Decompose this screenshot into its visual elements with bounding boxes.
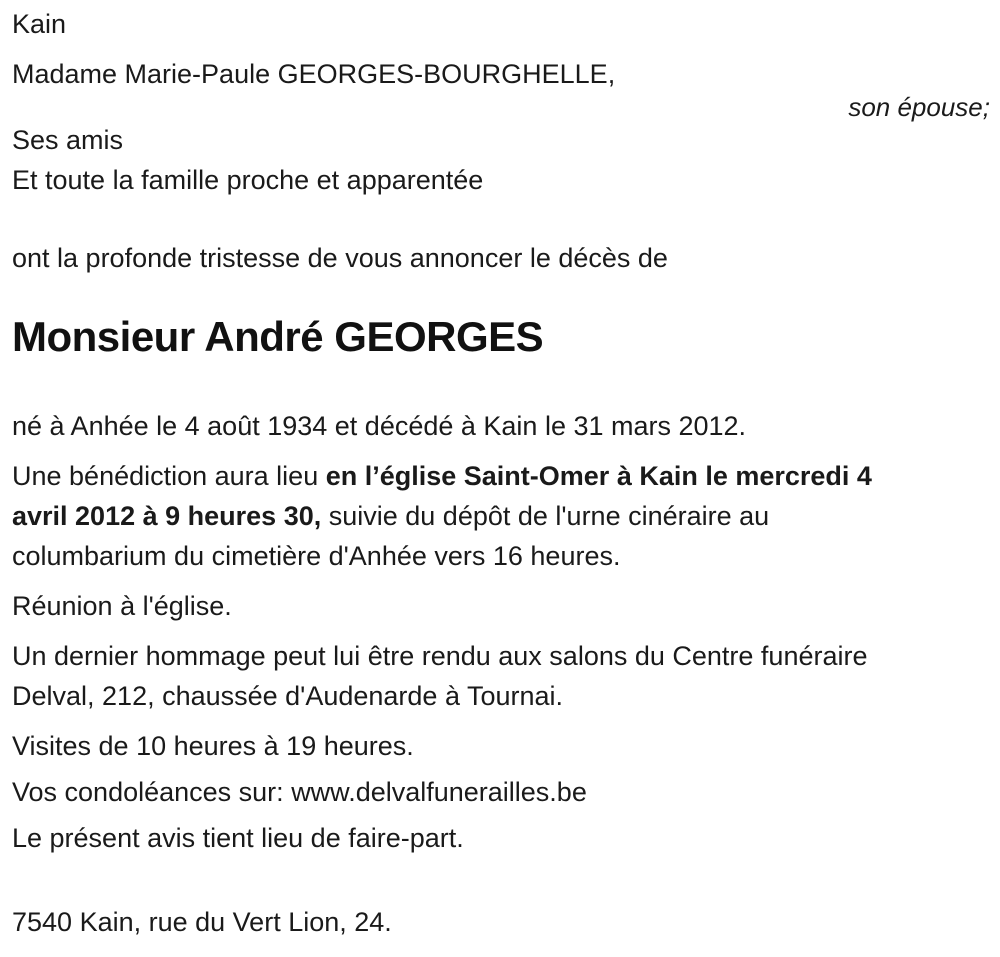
spouse-role-line: son épouse; — [848, 92, 990, 122]
ceremony-cont-line-3: columbarium du cimetière d'Anhée vers 16 heures. — [12, 541, 621, 571]
address-line: 7540 Kain, rue du Vert Lion, 24. — [12, 907, 392, 937]
condolences-label: Vos condoléances sur: — [12, 777, 292, 807]
life-dates-line: né à Anhée le 4 août 1934 et décédé à Kain le 31 mars 2012. — [12, 411, 747, 441]
ceremony-cont-line-2: suivie du dépôt de l'urne cinéraire au — [321, 501, 770, 531]
ceremony-bold-line-2: avril 2012 à 9 heures 30, — [12, 501, 322, 531]
ceremony-bold-line-1: en l’église Saint-Omer à Kain le mercredi 4 — [325, 461, 872, 491]
homage-line-1: Un dernier hommage peut lui être rendu aux salons du Centre funéraire — [12, 641, 868, 671]
homage-paragraph — [12, 636, 990, 716]
ceremony-intro: Une bénédiction aura lieu — [12, 461, 326, 491]
extended-family-line: Et toute la famille proche et apparentée — [12, 165, 484, 195]
website-url: www.delvalfunerailles.be — [291, 777, 587, 807]
spouse-name-line: Madame Marie-Paule GEORGES-BOURGHELLE, — [12, 59, 616, 89]
deceased-name-title: Monsieur André GEORGES — [12, 313, 544, 360]
ceremony-paragraph — [12, 456, 990, 576]
meeting-line: Réunion à l'église. — [12, 591, 232, 621]
visits-line: Visites de 10 heures à 19 heures. — [12, 731, 414, 761]
legal-notice-line: Le présent avis tient lieu de faire-part. — [12, 823, 464, 853]
city-line: Kain — [12, 9, 67, 39]
friends-line: Ses amis — [12, 125, 124, 155]
condolences-line — [12, 772, 990, 812]
homage-line-2: Delval, 212, chaussée d'Audenarde à Tournai. — [12, 681, 564, 711]
announcement-line: ont la profonde tristesse de vous annoncer le décès de — [12, 243, 668, 273]
